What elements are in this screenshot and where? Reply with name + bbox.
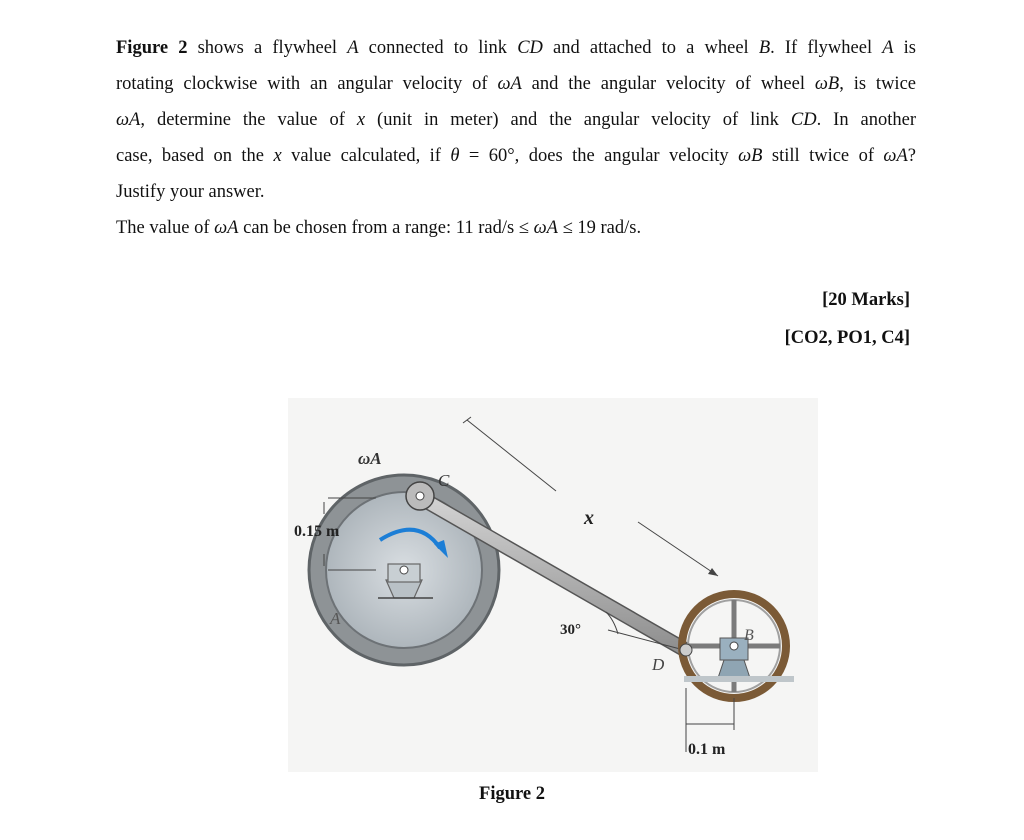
symbol-omega-a: ωA xyxy=(497,74,522,94)
text: = 60°, does the angular velocity xyxy=(459,146,739,166)
problem-statement xyxy=(116,30,916,246)
flywheel-a-hub xyxy=(400,566,408,574)
label-x: x xyxy=(584,507,594,529)
text: is xyxy=(893,38,917,58)
problem-line-3 xyxy=(116,102,916,138)
figure-reference: Figure 2 xyxy=(116,38,188,58)
text: , determine the value of xyxy=(140,110,357,130)
label-b: B xyxy=(744,627,754,644)
symbol-omega-b: ωB xyxy=(814,74,840,94)
mechanism-diagram xyxy=(288,398,818,772)
label-radius-b: 0.1 m xyxy=(688,741,726,758)
symbol-CD: CD xyxy=(517,38,543,58)
symbol-omega-b: ωB xyxy=(738,146,763,166)
label-angle: 30° xyxy=(560,622,581,638)
label-omega-a: ωA xyxy=(358,449,382,468)
pin-c-center xyxy=(416,492,424,500)
text: can be chosen from a range: 11 rad/s ≤ xyxy=(238,218,534,238)
problem-line-2 xyxy=(116,66,916,102)
text: . In another xyxy=(816,110,917,130)
wheel-b-support xyxy=(718,660,750,678)
mechanism-figure xyxy=(288,398,818,772)
text: still twice of xyxy=(762,146,884,166)
problem-line-6 xyxy=(116,210,916,246)
symbol-x: x xyxy=(273,146,282,166)
symbol-omega-a: ωA xyxy=(214,218,239,238)
text: shows a flywheel xyxy=(187,38,348,58)
pin-d xyxy=(680,644,692,656)
text: ≤ 19 rad/s. xyxy=(557,218,642,238)
figure-caption: Figure 2 xyxy=(479,784,545,804)
text: (unit in meter) and the angular velocity of link xyxy=(365,110,791,130)
symbol-theta: θ xyxy=(450,146,460,166)
text: case, based on the xyxy=(116,146,274,166)
symbol-A: A xyxy=(347,38,359,58)
symbol-x: x xyxy=(356,110,366,130)
symbol-omega-a: ωA xyxy=(116,110,141,130)
text: rotating clockwise with an angular velocity of xyxy=(116,74,498,94)
text: and the angular velocity of wheel xyxy=(521,74,815,94)
text: value calculated, if xyxy=(281,146,451,166)
marks-outcomes: [CO2, PO1, C4] xyxy=(784,328,910,348)
marks-total: [20 Marks] xyxy=(822,290,910,310)
text: connected to link xyxy=(358,38,518,58)
text: , is twice xyxy=(839,74,916,94)
symbol-omega-a: ωA xyxy=(533,218,558,238)
wheel-b-ground xyxy=(684,676,794,682)
problem-line-5: Justify your answer. xyxy=(116,182,265,202)
label-radius-a: 0.15 m xyxy=(294,523,340,540)
label-c: C xyxy=(438,471,450,490)
wheel-b-hub xyxy=(730,642,738,650)
problem-line-1 xyxy=(116,30,916,66)
text: ? xyxy=(907,146,917,166)
label-a: A xyxy=(330,609,341,628)
text: . If flywheel xyxy=(770,38,883,58)
text: and attached to a wheel xyxy=(542,38,759,58)
symbol-omega-a: ωA xyxy=(883,146,908,166)
symbol-CD: CD xyxy=(790,110,817,130)
symbol-A: A xyxy=(882,38,894,58)
text: The value of xyxy=(116,218,215,238)
label-d: D xyxy=(652,655,665,674)
problem-line-4 xyxy=(116,138,916,174)
symbol-B: B xyxy=(758,38,771,58)
